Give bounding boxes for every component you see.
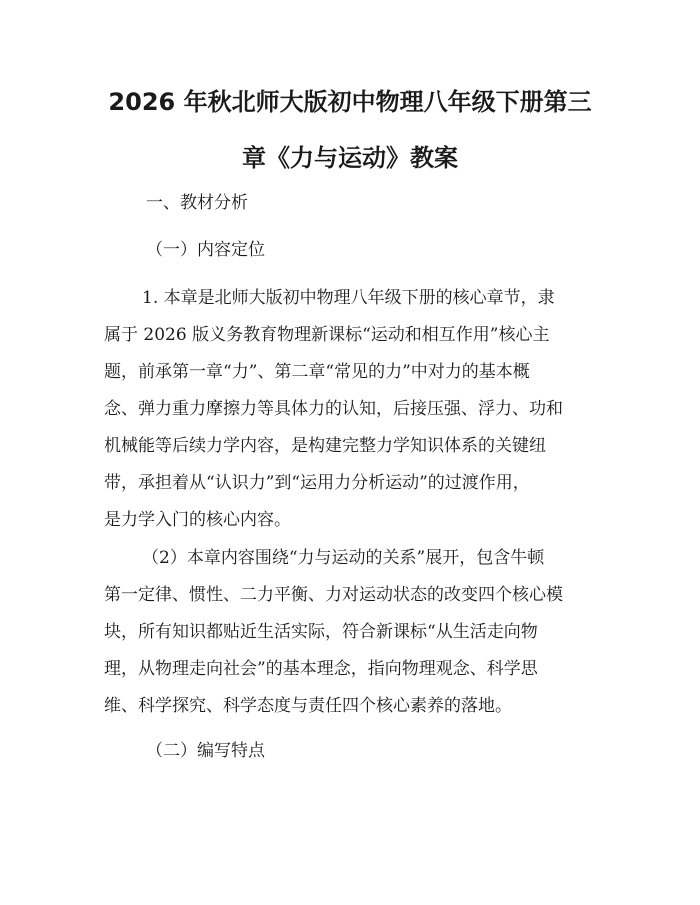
- paragraph-1-line: 念、弹力重力摩擦力等具体力的认知，后接压强、浮力、功和: [104, 399, 563, 419]
- paragraph-2-line: （2）本章内容围绕“力与运动的关系”展开，包含牛顿: [142, 548, 545, 568]
- paragraph-1-line: 是力学入门的核心内容。: [104, 510, 291, 530]
- paragraph-1-line: 属于 2026 版义务教育物理新课标“运动和相互作用”核心主: [104, 325, 550, 345]
- paragraph-1-line: 带，承担着从“认识力”到“运用力分析运动”的过渡作用，: [104, 473, 530, 493]
- paragraph-2-line: 维、科学探究、科学态度与责任四个核心素养的落地。: [104, 696, 512, 716]
- paragraph-1-line: 题，前承第一章“力”、第二章“常见的力”中对力的基本概: [104, 362, 530, 382]
- paragraph-1-line: 1. 本章是北师大版初中物理八年级下册的核心章节，隶: [142, 288, 555, 308]
- paragraph-2-line: 理，从物理走向社会”的基本理念，指向物理观念、科学思: [104, 659, 538, 679]
- subsection-heading-content-positioning: （一）内容定位: [146, 240, 265, 260]
- document-title-line-2: 章《力与运动》教案: [242, 144, 458, 172]
- paragraph-1: [104, 280, 604, 539]
- document-title-line-1: 2026 年秋北师大版初中物理八年级下册第三: [108, 88, 592, 116]
- paragraph-2: [104, 540, 604, 725]
- subsection-heading-writing-features: （二）编写特点: [146, 741, 265, 761]
- section-heading: 一、教材分析: [146, 193, 248, 213]
- paragraph-1-line: 机械能等后续力学内容，是构建完整力学知识体系的关键纽: [104, 436, 546, 456]
- paragraph-2-line: 块，所有知识都贴近生活实际，符合新课标“从生活走向物: [104, 622, 538, 642]
- paragraph-2-line: 第一定律、惯性、二力平衡、力对运动状态的改变四个核心模: [104, 585, 563, 605]
